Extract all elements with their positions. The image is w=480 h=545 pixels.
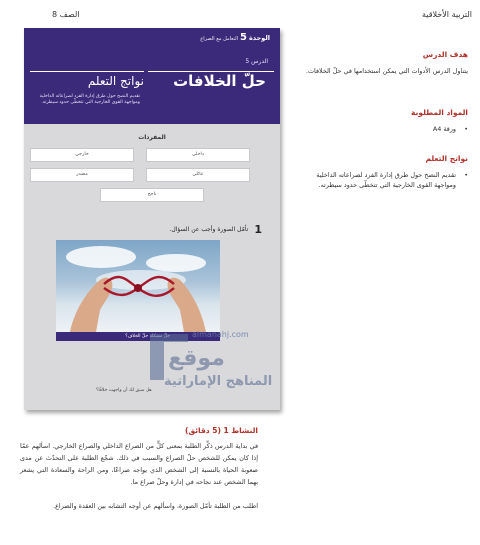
lesson-title: حلّ الخلافات: [173, 72, 266, 90]
hands-rope-illustration: [56, 240, 220, 332]
divider-line: [30, 71, 144, 72]
site-watermark: [150, 328, 280, 408]
photo-caption: حلّ مشكلة حلّ الخلاف؟: [56, 332, 220, 341]
vocab-box: عائلي: [146, 168, 250, 182]
question-number: 1: [254, 223, 262, 236]
unit-strip: [160, 32, 280, 46]
materials-item: • ورقة A4: [300, 124, 468, 134]
lesson-label: الدرس 5: [245, 58, 268, 65]
outcomes-item: • تقديم النصح حول طرق إدارة الفرد لصراعاته الداخلية ومواجهة القوى الخارجية التي تتخطّى حدود سيطرته.: [300, 170, 468, 190]
unit-number: 5: [240, 32, 247, 43]
question-text: تأمّل الصورة وأجب عن السؤال.: [169, 226, 249, 233]
watermark-subtitle: المناهج الإماراتية: [164, 374, 273, 389]
unit-word: الوحدة: [248, 34, 270, 42]
below-caption-text: هل سبق لك أن واجهت خلافًا؟: [96, 388, 152, 393]
vocab-box: مصدر: [30, 168, 134, 182]
outcomes-title: نواتج التعلم: [87, 74, 144, 88]
activity-instruction: اطلب من الطلبة تأمّل الصورة، واسألهم عن أوجه التشابه بين العقدة والصراع.: [53, 502, 258, 510]
watermark-url: almanahj.com: [192, 330, 249, 339]
goal-heading: هدف الدرس: [422, 50, 468, 59]
activity-heading: النشاط 1 (5 دقائق): [185, 426, 258, 435]
vocab-box: داخلي: [146, 148, 250, 162]
vocab-title: المفردات: [138, 134, 166, 141]
question-row: [169, 223, 262, 236]
unit-name: التعامل مع الصراع: [200, 36, 238, 42]
vocab-box: خارجي: [30, 148, 134, 162]
activity-paragraph: في بداية الدرس ذكِّر الطلبة بمعنى كلٍّ من الصراع الداخلي والصراع الخارجي. اسألهم عمّا إذا كان يمكن للشخص حلّ الصراع والسبب في ذلك. شجّع الطلبة على التحدّث عن مدى صعوبة الحياة بالنسبة إلى الشخص الذي يواجه صراعًا، ومن الراحة والسعادة التي يشعر بهما الشخص عند نجاحه في إدارة وحلّ صراع ما.: [20, 442, 258, 486]
vocab-box: ناجح: [100, 188, 204, 202]
page-header: [52, 10, 472, 24]
outcomes-heading: نواتج التعلم: [425, 154, 468, 163]
outcomes-text: تقديم النصح حول طرق إدارة الفرد لصراعاته الداخلية ومواجهة القوى الخارجية التي تتخطّى حدود سيطرته.: [39, 94, 140, 106]
grade-label: الصف 8: [52, 10, 80, 19]
subject-title: التربية الأخلاقية: [422, 10, 472, 19]
hands-knot-photo: [56, 240, 220, 332]
goal-text: يتناول الدرس الأدوات التي يمكن استخدامها في حلّ الخلافات.: [305, 67, 468, 75]
lesson-banner: [24, 28, 280, 124]
materials-heading: المواد المطلوبة: [411, 108, 468, 117]
watermark-title: موقع: [168, 346, 225, 371]
